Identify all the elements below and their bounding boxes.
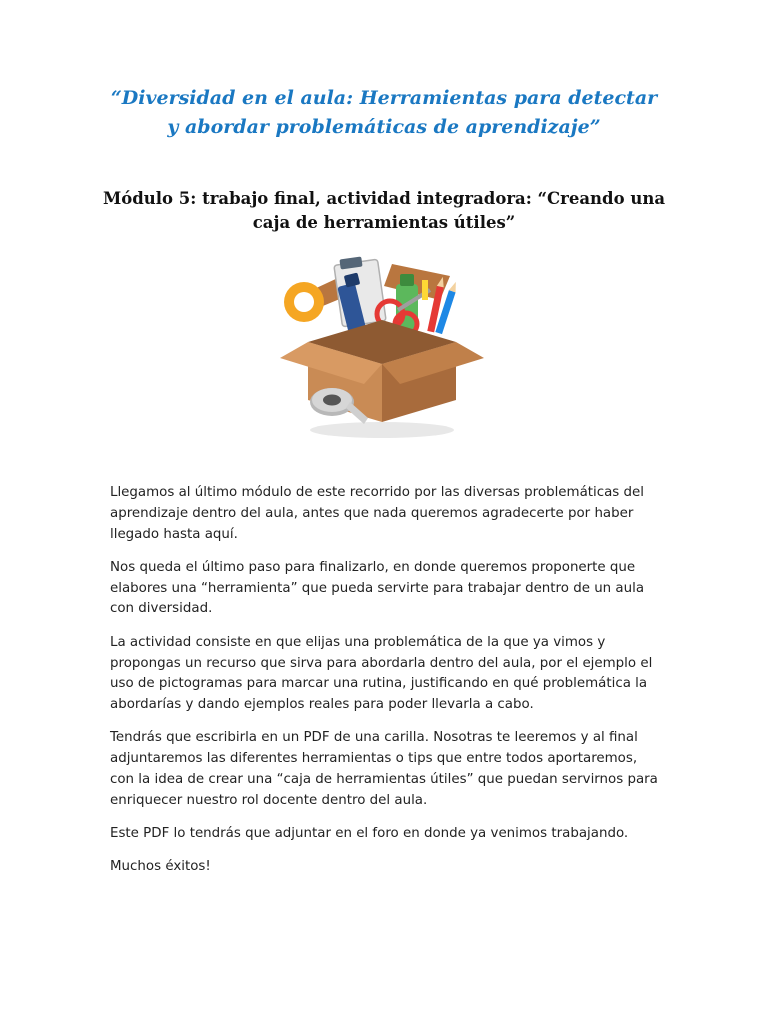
body-paragraph: Llegamos al último módulo de este recorrido por las diversas problemáticas del aprendizaje dentro del aula, antes que nada queremos agradecerte por haber llegado hasta aquí.: [110, 485, 645, 542]
toolbox-icon: [272, 250, 492, 445]
body-paragraph: Este PDF lo tendrás que adjuntar en el foro en donde ya venimos trabajando.: [110, 826, 629, 842]
body-paragraph: Tendrás que escribirla en un PDF de una carilla. Nosotras te leeremos y al final adjuntaremos las diferentes herramientas o tips que entre todos aportaremos, con la idea de crear una “caja de herramientas útiles” que puedan servirnos para enriquecer nuestro rol docente dentro del aula.: [110, 730, 658, 808]
body-paragraph: Nos queda el último paso para finalizarlo, en donde queremos proponerte que elabores una “herramienta” que pueda servirte para trabajar dentro de un aula con diversidad.: [110, 559, 645, 617]
document-title: “Diversidad en el aula: Herramientas para detectar y abordar problemáticas de aprendizaje”: [110, 87, 658, 138]
document-body: [110, 483, 660, 891]
body-paragraph: La actividad consiste en que elijas una problemática de la que ya vimos y propongas un recurso que sirva para abordarla dentro del aula, por el ejemplo el uso de pictogramas para marcar una rutina, justificando en qué problemática la abordarías y dando ejemplos reales para poder llevarla a cabo.: [110, 634, 653, 713]
body-paragraph: Muchos éxitos!: [110, 859, 211, 875]
document-subtitle: Módulo 5: trabajo final, actividad integradora: “Creando una caja de herramientas útiles”: [102, 189, 666, 232]
